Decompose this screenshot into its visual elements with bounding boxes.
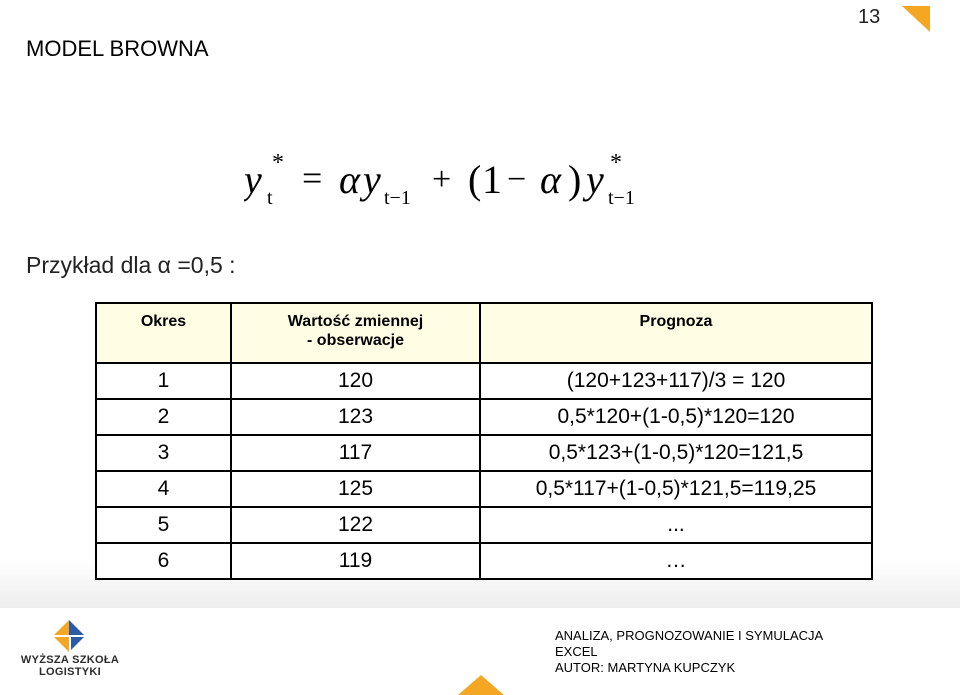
svg-text:y: y [363, 157, 381, 202]
cell-period: 2 [96, 399, 231, 435]
footer-author: AUTOR: MARTYNA KUPCZYK [555, 660, 736, 675]
header-forecast: Prognoza [480, 303, 872, 363]
cell-forecast: … [480, 543, 872, 579]
header-value-line2: - obserwacje [307, 332, 404, 349]
cell-value: 125 [231, 471, 480, 507]
svg-text:−: − [507, 161, 527, 198]
svg-text:1: 1 [482, 157, 502, 202]
cell-period: 3 [96, 435, 231, 471]
table-row [96, 363, 872, 399]
cell-forecast: 0,5*120+(1-0,5)*120=120 [480, 399, 872, 435]
cell-value: 119 [231, 543, 480, 579]
cell-value: 123 [231, 399, 480, 435]
svg-text:y: y [244, 157, 262, 202]
table-row [96, 471, 872, 507]
header-value [231, 303, 480, 363]
cell-period: 4 [96, 471, 231, 507]
school-name-line2: LOGISTYKI [39, 666, 101, 678]
svg-text:*: * [272, 150, 284, 176]
cell-value: 122 [231, 507, 480, 543]
corner-triangle-icon [896, 4, 932, 34]
school-name [20, 654, 120, 678]
svg-text:+: + [432, 161, 452, 198]
table-header-row [96, 303, 872, 363]
svg-text:(: ( [468, 157, 482, 202]
slide-title: MODEL BROWNA [26, 36, 209, 61]
brown-formula [244, 138, 664, 218]
table-row [96, 543, 872, 579]
svg-text:*: * [610, 150, 622, 176]
table-row [96, 399, 872, 435]
table-row [96, 507, 872, 543]
footer-course: ANALIZA, PROGNOZOWANIE I SYMULACJA [555, 628, 824, 643]
svg-text:α: α [540, 157, 561, 202]
forecast-table [95, 302, 873, 580]
footer-tool: EXCEL [555, 644, 598, 659]
header-period: Okres [96, 303, 231, 363]
svg-text:t: t [267, 187, 273, 209]
cell-forecast: 0,5*123+(1-0,5)*120=121,5 [480, 435, 872, 471]
svg-text:): ) [568, 157, 582, 202]
table-row [96, 435, 872, 471]
header-value-line1: Wartość zmiennej [287, 313, 424, 330]
school-name-line1: WYŻSZA SZKOŁA [20, 654, 120, 666]
cell-value: 120 [231, 363, 480, 399]
svg-text:α: α [339, 157, 360, 202]
page-number: 13 [858, 6, 881, 28]
bottom-triangle-icon [458, 675, 504, 695]
cell-forecast: 0,5*117+(1-0,5)*121,5=119,25 [480, 471, 872, 507]
cell-period: 6 [96, 543, 231, 579]
cell-forecast: (120+123+117)/3 = 120 [480, 363, 872, 399]
example-label: Przykład dla α =0,5 : [26, 252, 236, 278]
svg-text:t−1: t−1 [384, 187, 411, 209]
footer-info [555, 628, 823, 676]
svg-text:y: y [586, 157, 604, 202]
svg-text:t−1: t−1 [608, 187, 635, 209]
cell-period: 5 [96, 507, 231, 543]
cell-value: 117 [231, 435, 480, 471]
cell-period: 1 [96, 363, 231, 399]
svg-text:=: = [302, 158, 323, 198]
cell-forecast: ... [480, 507, 872, 543]
